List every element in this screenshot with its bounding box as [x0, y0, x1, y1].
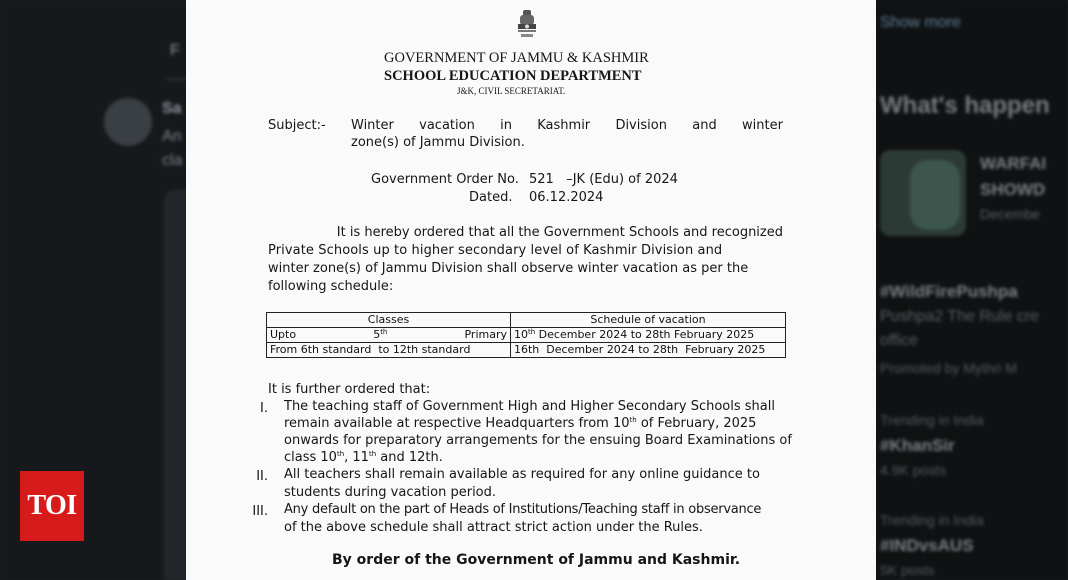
avatar[interactable] — [104, 98, 152, 146]
trend-title[interactable]: SHOWD — [980, 180, 1046, 199]
item-line: The teaching staff of Government High and Higher Secondary Schools shall — [284, 399, 775, 414]
table-row — [267, 328, 786, 343]
subject-line: Winter vacation in Kashmir Division and winter — [351, 118, 783, 133]
trend-posts: 4.9K posts — [880, 462, 947, 478]
trend-context: Trending in India — [880, 512, 984, 528]
item-line: All teachers shall remain available as required for any online guidance to — [284, 467, 760, 482]
item-number: III. — [252, 504, 268, 519]
item-number: II. — [256, 469, 268, 484]
paragraph-line: It is hereby ordered that all the Government Schools and recognized — [336, 225, 783, 240]
table-cell: From 6th standard to 12th standard — [267, 343, 511, 358]
trend-hashtag[interactable]: #INDvsAUS — [880, 536, 974, 555]
dated-label: Dated. — [469, 190, 513, 205]
header-department: SCHOOL EDUCATION DEPARTMENT — [384, 68, 642, 84]
trend-date: Decembe — [980, 206, 1040, 222]
item-number: I. — [260, 401, 268, 416]
trend-context: Trending in India — [880, 412, 984, 428]
whats-happening-heading: What's happen — [880, 92, 1050, 119]
subject-label: Subject:- — [268, 118, 326, 133]
post-text-line: cla — [162, 152, 183, 169]
post-text-line: An — [162, 128, 182, 145]
table-header: Schedule of vacation — [511, 313, 786, 328]
government-order-document — [186, 0, 876, 580]
promoted-label: Promoted by Mythri M — [880, 360, 1017, 376]
table-header: Classes — [267, 313, 511, 328]
vacation-schedule-table — [266, 312, 786, 358]
trend-title[interactable]: WARFAI — [980, 154, 1047, 173]
item-line: of the above schedule shall attract strict action under the Rules. — [284, 520, 703, 535]
post-author[interactable]: Sa — [162, 100, 182, 117]
show-more-link[interactable]: Show more — [880, 14, 961, 31]
order-label: Government Order No. — [371, 172, 519, 187]
paragraph-line: Private Schools up to higher secondary level of Kashmir Division and — [268, 243, 723, 258]
trend-posts: 5K posts — [880, 562, 935, 578]
order-number: 521 –JK (Edu) of 2024 — [529, 172, 678, 187]
item-line: remain available at respective Headquarters from 10th of February, 2025 — [284, 416, 757, 431]
table-cell: 16th December 2024 to 28th February 2025 — [511, 343, 786, 358]
item-line: onwards for preparatory arrangements for the ensuing Board Examinations of — [284, 433, 792, 448]
paragraph-line: winter zone(s) of Jammu Division shall observe winter vacation as per the — [268, 261, 749, 276]
paragraph-line: following schedule: — [268, 279, 394, 294]
signoff: By order of the Government of Jammu and Kashmir. — [332, 552, 741, 568]
dated-value: 06.12.2024 — [529, 190, 604, 205]
trend-desc: office — [880, 332, 918, 349]
trend-thumbnail[interactable] — [880, 150, 966, 236]
table-cell: Upto 5th Primary — [267, 328, 511, 343]
table-cell: 10th December 2024 to 28th February 2025 — [511, 328, 786, 343]
emblem-icon — [512, 8, 542, 42]
header-secretariat: J&K, CIVIL SECRETARIAT. — [457, 86, 566, 96]
post-media-card — [164, 190, 188, 580]
toi-logo: TOI — [20, 471, 84, 541]
table-header-row — [267, 313, 786, 328]
further-ordered: It is further ordered that: — [268, 382, 431, 397]
table-row — [267, 343, 786, 358]
trend-hashtag[interactable]: #WildFirePushpa — [880, 282, 1018, 301]
trend-desc: Pushpa2 The Rule cre — [880, 308, 1039, 325]
feed-tab-icon: F — [170, 42, 180, 59]
item-line: Any default on the part of Heads of Institutions/Teaching staff in observance — [284, 502, 762, 517]
feed-divider — [166, 78, 186, 80]
subject-line-2: zone(s) of Jammu Division. — [351, 135, 525, 150]
item-line: class 10th, 11th and 12th. — [284, 450, 443, 465]
header-government: GOVERNMENT OF JAMMU & KASHMIR — [384, 50, 649, 66]
trend-hashtag[interactable]: #KhanSir — [880, 436, 955, 455]
item-line: students during vacation period. — [284, 485, 497, 500]
